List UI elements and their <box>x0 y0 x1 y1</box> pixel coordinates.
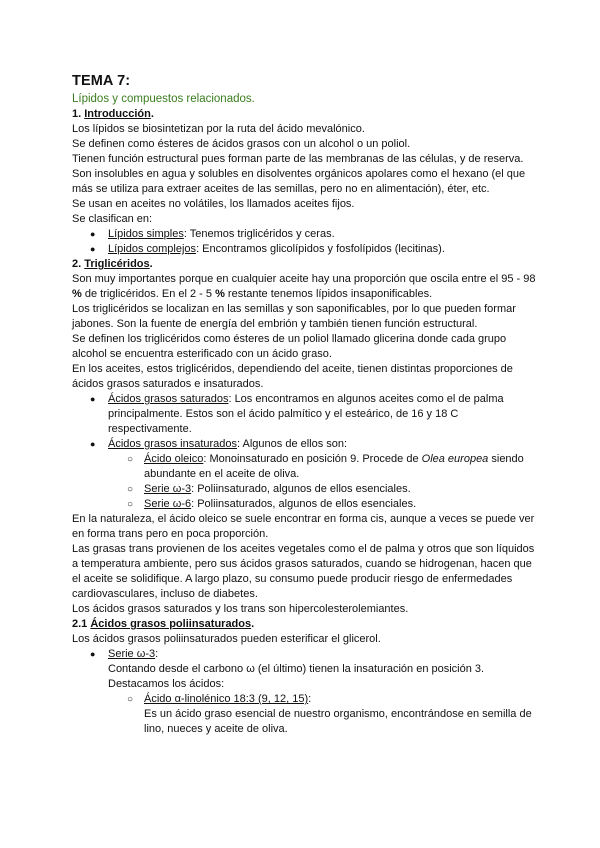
section-2-dot: . <box>149 258 153 270</box>
sub-list-item-text: : Poliinsaturados, algunos de ellos esenciales. <box>191 498 417 510</box>
paragraph: Los triglicéridos se localizan en las semillas y son saponificables, por lo que pueden formar jabones. Son la fuente de energía del embrión y también tienen función estructural. <box>72 303 516 330</box>
section-1-number: 1. <box>72 108 85 120</box>
sub-list-item <box>72 692 542 707</box>
sub-list-item-term: Serie ω-6 <box>144 498 192 510</box>
bullet-dot-icon: ● <box>90 649 96 659</box>
paragraph: Los ácidos grasos poliinsaturados pueden esterificar el glicerol. <box>72 633 381 645</box>
paragraph-text: Son muy importantes porque en cualquier aceite hay una proporción que oscila entre el 95 - 98 <box>72 273 536 285</box>
paragraph: Tienen función estructural pues forman parte de las membranas de las células, y de reserva. <box>72 153 524 165</box>
paragraph: En la naturaleza, el ácido oleico se suele encontrar en forma cis, aunque a veces se puede ver en forma trans pero en poca proporción. <box>72 513 535 540</box>
bullet-dot-icon: ● <box>90 229 96 239</box>
paragraph: En los aceites, estos triglicéridos, dependiendo del aceite, tienen distintas proporciones de ácidos grasos saturados e insaturados. <box>72 363 513 390</box>
paragraph: Los ácidos grasos saturados y los trans son hipercolesterolemiantes. <box>72 603 409 615</box>
list-item-term: Lípidos complejos <box>108 243 197 255</box>
sub-list-item <box>72 452 542 482</box>
section-2-heading <box>72 257 542 272</box>
list-item <box>72 437 542 452</box>
paragraph <box>72 272 542 302</box>
percent-sign: % <box>215 288 225 300</box>
section-1-heading <box>72 107 542 122</box>
list-item-body: Contando desde el carbono ω (el último) tienen la insaturación en posición 3. Destacamos los ácidos: <box>108 663 485 690</box>
list-item-text: : Algunos de ellos son: <box>237 438 348 450</box>
bullet-circle-icon: ○ <box>127 694 134 705</box>
species-name: Olea europea <box>421 453 489 465</box>
sub-list-item-body: Es un ácido graso esencial de nuestro organismo, encontrándose en semilla de lino, nueces y aceite de oliva. <box>144 708 532 735</box>
section-2-number: 2. <box>72 258 85 270</box>
section-2-1-title: Ácidos grasos poliinsaturados <box>90 618 252 630</box>
sub-list-item <box>72 482 542 497</box>
sub-list-item-text: : Poliinsaturado, algunos de ellos esenciales. <box>191 483 411 495</box>
section-1-dot: . <box>150 108 154 120</box>
page-subtitle: Lípidos y compuestos relacionados. <box>72 93 255 105</box>
paragraph: Se definen los triglicéridos como ésteres de un poliol llamado glicerina donde cada grupo alcohol se encuentra esterificado con un ácido graso. <box>72 333 507 360</box>
section-1-title: Introducción <box>84 108 151 120</box>
list-item-term: Serie ω-3 <box>108 648 156 660</box>
paragraph: Se usan en aceites no volátiles, los llamados aceites fijos. <box>72 198 355 210</box>
sub-list-item-text: : <box>308 693 312 705</box>
bullet-circle-icon: ○ <box>127 454 134 465</box>
sub-list-item-text: siendo abundante en el aceite de oliva. <box>144 453 524 480</box>
list-item-text: : <box>155 648 159 660</box>
section-2-1-dot: . <box>251 618 255 630</box>
list-item <box>72 392 542 437</box>
percent-sign: % <box>72 288 82 300</box>
paragraph-text: de triglicéridos. En el 2 - 5 <box>81 288 216 300</box>
section-2-1-number: 2.1 <box>72 618 91 630</box>
section-2-title: Triglicéridos <box>84 258 150 270</box>
paragraph: Los lípidos se biosintetizan por la ruta del ácido mevalónico. <box>72 123 365 135</box>
sub-list-item-term: Serie ω-3 <box>144 483 192 495</box>
paragraph: Se clasifican en: <box>72 213 153 225</box>
bullet-dot-icon: ● <box>90 394 96 404</box>
bullet-circle-icon: ○ <box>127 499 134 510</box>
bullet-circle-icon: ○ <box>127 484 134 495</box>
sub-list-item-text: : Monoinsaturado en posición 9. Procede de <box>203 453 422 465</box>
list-item-text: : Encontramos glicolípidos y fosfolípidos (lecitinas). <box>196 243 445 255</box>
bullet-dot-icon: ● <box>90 439 96 449</box>
sub-list-item-term: Ácido oleico <box>144 453 204 465</box>
list-item-text: : Tenemos triglicéridos y ceras. <box>183 228 335 240</box>
list-item <box>72 647 542 662</box>
paragraph: Se definen como ésteres de ácidos grasos con un alcohol o un poliol. <box>72 138 411 150</box>
paragraph: Son insolubles en agua y solubles en disolventes orgánicos apolares como el hexano (el que más se utiliza para extraer aceites de las semillas, pero no en alimentación), éter, etc. <box>72 168 526 195</box>
list-item <box>72 242 542 257</box>
list-item-text: : Los encontramos en algunos aceites como el de palma principalmente. Estos son el ácido palmítico y el esteárico, de 16 y 18 C respectivamente. <box>108 393 504 435</box>
sub-list-item-term: Ácido α-linolénico 18:3 (9, 12, 15) <box>144 693 309 705</box>
document-page <box>72 72 542 737</box>
bullet-dot-icon: ● <box>90 244 96 254</box>
paragraph: Las grasas trans provienen de los aceites vegetales como el de palma y otros que son líquidos a temperatura ambiente, pero sus ácidos grasos saturados, cuando se hidrogenan, hacen que el aceite se solidifique. A largo plazo, su consumo puede producir riesgo de enfermedades cardiovasculares, incluso de diabetes. <box>72 543 535 600</box>
list-item-term: Lípidos simples <box>108 228 184 240</box>
sub-list-item <box>72 497 542 512</box>
section-2-1-heading <box>72 617 542 632</box>
paragraph-text: restante tenemos lípidos insaponificables. <box>224 288 433 300</box>
list-item-term: Ácidos grasos saturados <box>108 393 229 405</box>
page-title: TEMA 7: <box>72 73 131 89</box>
list-item-term: Ácidos grasos insaturados <box>108 438 238 450</box>
list-item <box>72 227 542 242</box>
